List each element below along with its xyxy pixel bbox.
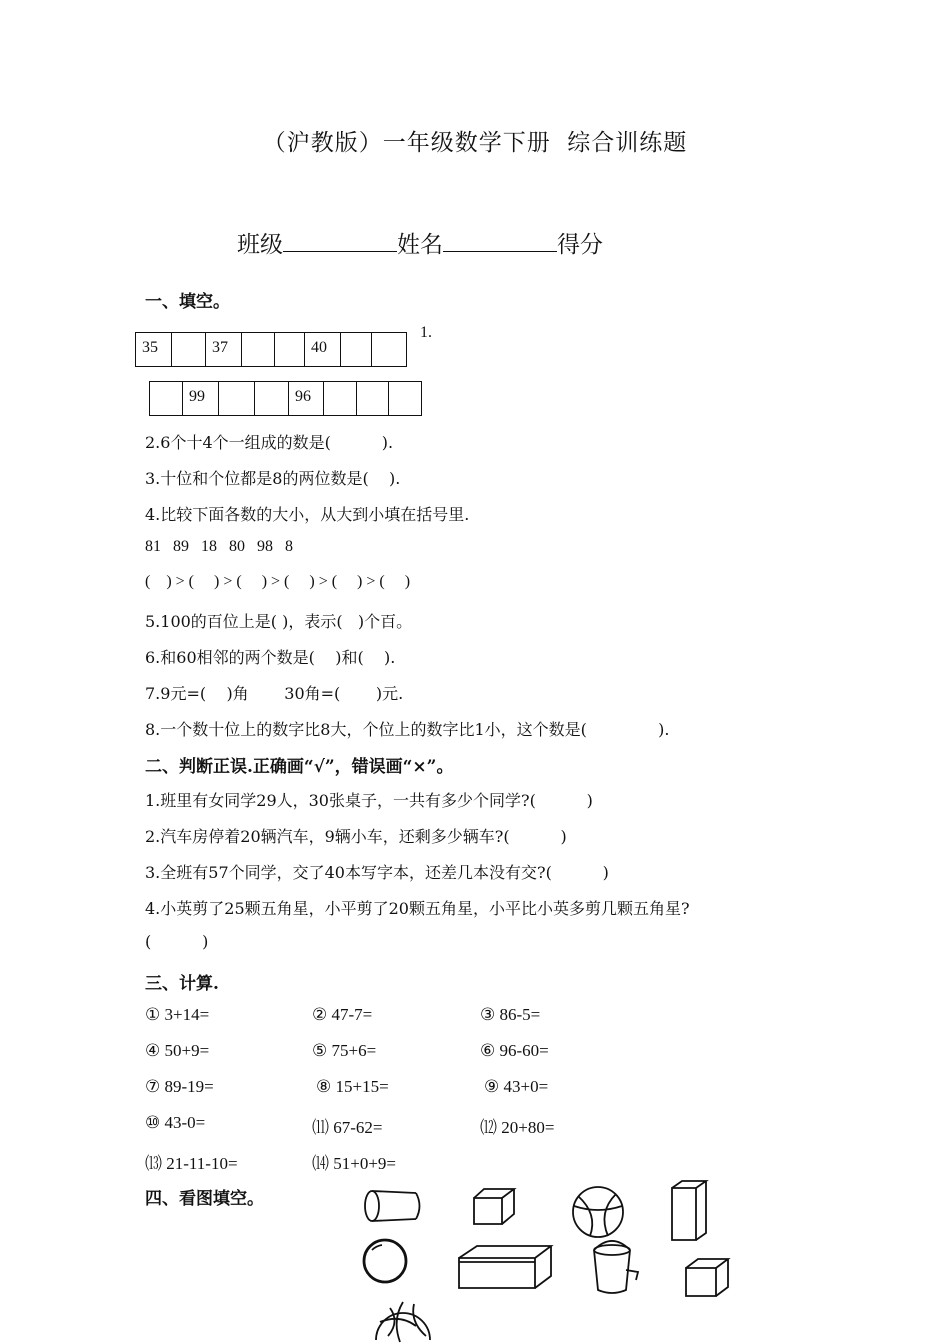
calc-problem: ② 47-7= [312, 1005, 373, 1024]
seq2-cell: 99 [183, 382, 219, 416]
calc-problem: ① 3+14= [145, 1005, 210, 1024]
calc-problem: ④ 50+9= [145, 1041, 210, 1060]
bucket-icon [590, 1236, 646, 1298]
calc-problem: ⑩ 43-0= [145, 1113, 206, 1132]
basketball-icon [568, 1184, 628, 1240]
seq1-cell[interactable] [341, 333, 372, 367]
seq1-cell[interactable] [242, 333, 275, 367]
calc-problem: ⑾ 67-62= [312, 1118, 383, 1137]
cube-icon [682, 1256, 734, 1300]
seq1-cell: 35 [136, 333, 172, 367]
seq2-cell[interactable] [219, 382, 255, 416]
seq1-cell[interactable] [275, 333, 305, 367]
score-label: 得分 [557, 232, 603, 258]
seq2-cell[interactable] [255, 382, 289, 416]
question-7: 7.9元=( )角 30角=( )元. [145, 684, 404, 703]
calc-problem: ⒁ 51+0+9= [312, 1154, 397, 1173]
calc-problem: ⑤ 75+6= [312, 1041, 377, 1060]
seq2-cell[interactable] [324, 382, 357, 416]
class-label: 班级 [237, 232, 283, 258]
calc-problem: ⑧ 15+15= [316, 1077, 389, 1096]
judge-item: 2.汽车房停着20辆汽车，9辆小车，还剩多少辆车?( ) [145, 827, 567, 846]
cube-icon [470, 1186, 520, 1228]
page-title: （沪教版）一年级数学下册 综合训练题 [262, 130, 688, 156]
judge-item: 1.班里有女同学29人，30张桌子，一共有多少个同学?( ) [145, 791, 593, 810]
judge-item: 3.全班有57个同学，交了40本写字本，还差几本没有交?( ) [145, 863, 609, 882]
calc-problem: ⒀ 21-11-10= [145, 1154, 238, 1173]
number-sequence-2 [149, 381, 422, 416]
question-5: 5.100的百位上是( )，表示( )个百。 [145, 612, 413, 631]
section1-heading: 一、填空。 [145, 292, 230, 312]
question-4-answer: ( ) > ( ) > ( ) > ( ) > ( ) > ( ) [145, 573, 411, 590]
seq2-cell[interactable] [150, 382, 183, 416]
question-8: 8.一个数十位上的数字比8大，个位上的数字比1小，这个数是( ). [145, 720, 670, 739]
question-6: 6.和60相邻的两个数是( )和( ). [145, 648, 396, 667]
section3-heading: 三、计算. [145, 974, 219, 994]
name-label: 姓名 [397, 232, 443, 258]
judge-item-answer: ( ) [145, 932, 209, 951]
calc-problem: ⑿ 20+80= [480, 1118, 555, 1137]
seq1-cell: 37 [206, 333, 242, 367]
box-icon [455, 1242, 555, 1292]
seq2-cell[interactable] [389, 382, 422, 416]
seq1-cell[interactable] [172, 333, 206, 367]
calc-problem: ⑨ 43+0= [484, 1077, 549, 1096]
section4-heading: 四、看图填空。 [145, 1189, 264, 1209]
sphere-icon [360, 1236, 410, 1286]
judge-item: 4.小英剪了25颗五角星，小平剪了20颗五角星，小平比小英多剪几颗五角星? [145, 899, 690, 918]
cuboid-icon [666, 1178, 714, 1244]
calc-problem: ⑥ 96-60= [480, 1041, 549, 1060]
calc-problem: ③ 86-5= [480, 1005, 541, 1024]
calc-problem: ⑦ 89-19= [145, 1077, 214, 1096]
question-1-number: 1. [420, 324, 432, 341]
seq2-cell[interactable] [357, 382, 389, 416]
name-blank[interactable] [443, 227, 557, 252]
seq2-cell: 96 [289, 382, 324, 416]
class-blank[interactable] [283, 227, 397, 252]
question-4: 4.比较下面各数的大小，从大到小填在括号里. [145, 505, 470, 524]
question-4-numbers: 81 89 18 80 98 8 [145, 538, 293, 555]
seq1-cell[interactable] [372, 333, 407, 367]
section2-heading: 二、判断正误.正确画“√”，错误画“×”。 [145, 757, 454, 777]
question-3: 3.十位和个位都是8的两位数是( ). [145, 469, 401, 488]
cylinder-icon [360, 1186, 426, 1226]
seq1-cell: 40 [305, 333, 341, 367]
volleyball-icon [370, 1296, 436, 1344]
question-2: 2.6个十4个一组成的数是( ). [145, 433, 394, 452]
student-info [237, 226, 603, 259]
number-sequence-1 [135, 332, 407, 367]
